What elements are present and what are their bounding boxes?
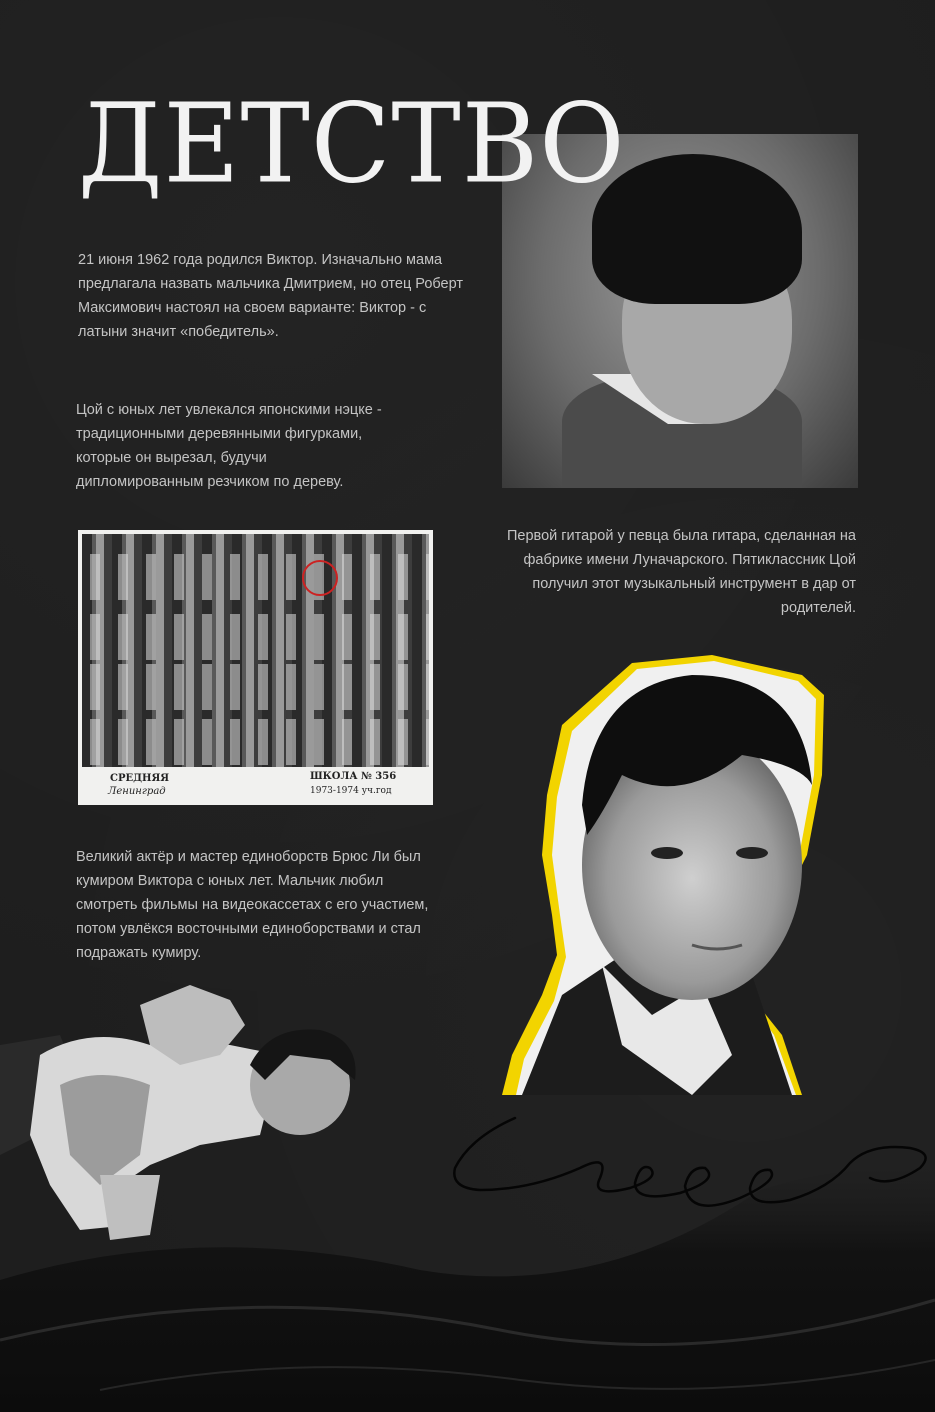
signature (450, 1108, 935, 1228)
highlight-circle (302, 560, 338, 596)
class-photo-image (82, 534, 429, 767)
page-title: ДЕТСТВО (78, 79, 626, 208)
bruce-lee-cutout (0, 985, 370, 1245)
caption-school-right: ШКОЛА № 356 (310, 771, 397, 782)
bruce-lower (100, 1175, 160, 1240)
class-photo-caption (78, 767, 433, 805)
caption-years: 1973-1974 уч.год (310, 786, 392, 796)
caption-school-left: СРЕДНЯЯ (110, 773, 170, 784)
paragraph-netsuke: Цой с юных лет увлекался японскими нэцке - традиционными деревянными фигурками, которые он вырезал, будучи дипломированным резчиком по дереву. (76, 402, 382, 490)
paragraph-guitar: Первой гитарой у певца была гитара, сделанная на фабрике имени Луначарского. Пятиклассник Цой получил этот музыкальный инструмент в дар от родителей. (506, 528, 856, 616)
right-eye (736, 847, 768, 859)
left-eye (651, 847, 683, 859)
paragraph-birth: 21 июня 1962 года родился Виктор. Изначально мама предлагала назвать мальчика Дмитрием, но отец Роберт Максимович настоял на своем варианте: Виктор - с латыни значит «победитель». (78, 252, 463, 340)
boy-cutout-portrait (502, 655, 842, 1100)
class-photo (78, 530, 433, 805)
caption-city: Ленинград (108, 786, 166, 797)
paragraph-bruce-lee: Великий актёр и мастер единоборств Брюс Ли был кумиром Виктора с юных лет. Мальчик любил смотреть фильмы на видеокассетах с его участием, потом увлёкся восточными единоборствами и стал подражать кумиру. (76, 849, 429, 961)
